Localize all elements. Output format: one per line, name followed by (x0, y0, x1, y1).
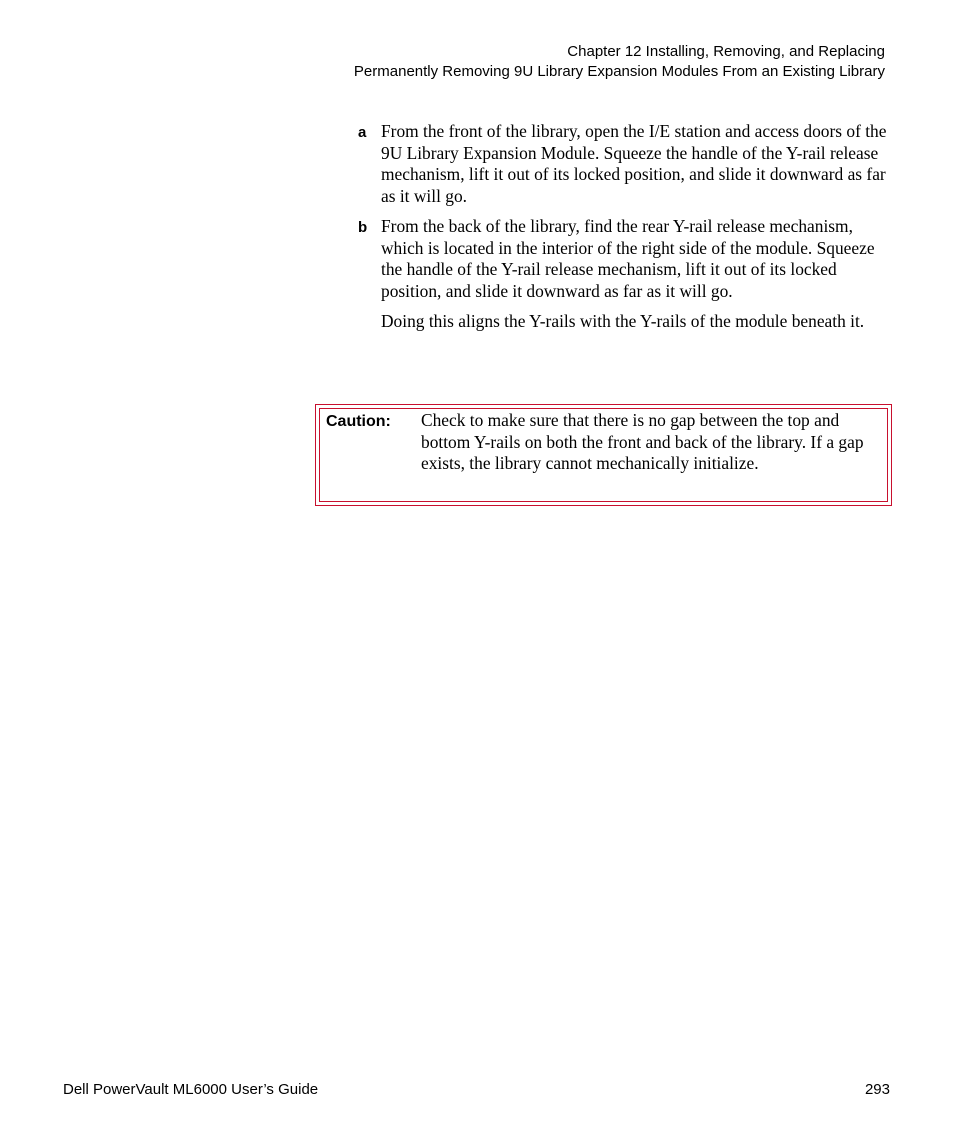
caution-label: Caution: (326, 413, 391, 430)
step-letter: a (358, 124, 367, 141)
step-a (358, 121, 893, 207)
running-header (354, 42, 885, 82)
section-title: Permanently Removing 9U Library Expansion Modules From an Existing Library (353, 63, 885, 80)
caution-text: Check to make sure that there is no gap between the top and bottom Y-rails on both the front and back of the library. If a gap exists, the library cannot mechanically initialize. (421, 410, 864, 473)
step-b-followup: Doing this aligns the Y-rails with the Y-rails of the module beneath it. (381, 311, 865, 331)
page-number: 293 (864, 1081, 890, 1098)
procedure-steps (358, 121, 893, 333)
step-letter: b (358, 219, 368, 236)
step-b (358, 216, 893, 302)
step-text: From the front of the library, open the I/E station and access doors of the 9U Library Expansion Module. Squeeze the handle of the Y-rail release mechanism, lift it out of its locked position, and slide it downward as far as it will go. (381, 121, 887, 206)
step-text: From the back of the library, find the rear Y-rail release mechanism, which is located in the interior of the right side of the module. Squeeze the handle of the Y-rail release mechanism, lift it out of its locked position, and slide it downward as far as it will go. (381, 216, 875, 301)
caution-box (315, 404, 892, 506)
chapter-title: Chapter 12 Installing, Removing, and Replacing (567, 43, 885, 60)
footer-guide-title: Dell PowerVault ML6000 User’s Guide (63, 1081, 319, 1098)
